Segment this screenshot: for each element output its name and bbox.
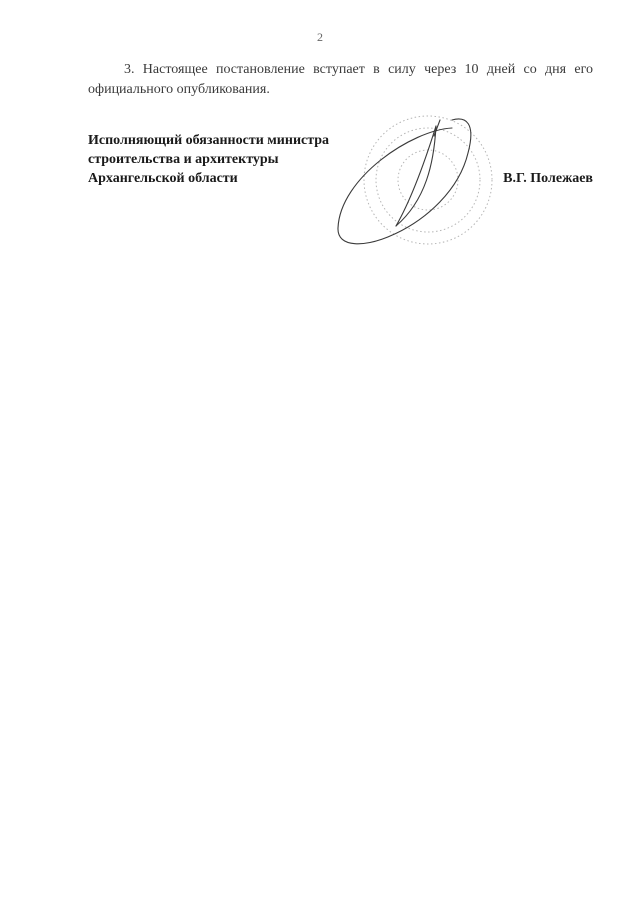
- signatory-position-line-1: Исполняющий обязанности министра: [88, 133, 330, 148]
- page-number: 2: [317, 30, 323, 44]
- handwritten-signature: [338, 119, 471, 244]
- paragraph-3: 3. Настоящее постановление вступает в силу через 10 дней со дня его официального опубликования.: [88, 62, 593, 97]
- signatory-position: [88, 131, 329, 188]
- signatory-position-line-2: строительства и архитектуры: [88, 152, 279, 167]
- stamp-and-signature: [330, 108, 500, 258]
- official-stamp: [364, 116, 492, 244]
- signer-name: В.Г. Полежаев: [503, 171, 593, 186]
- signatory-position-line-3: Архангельской области: [88, 171, 238, 186]
